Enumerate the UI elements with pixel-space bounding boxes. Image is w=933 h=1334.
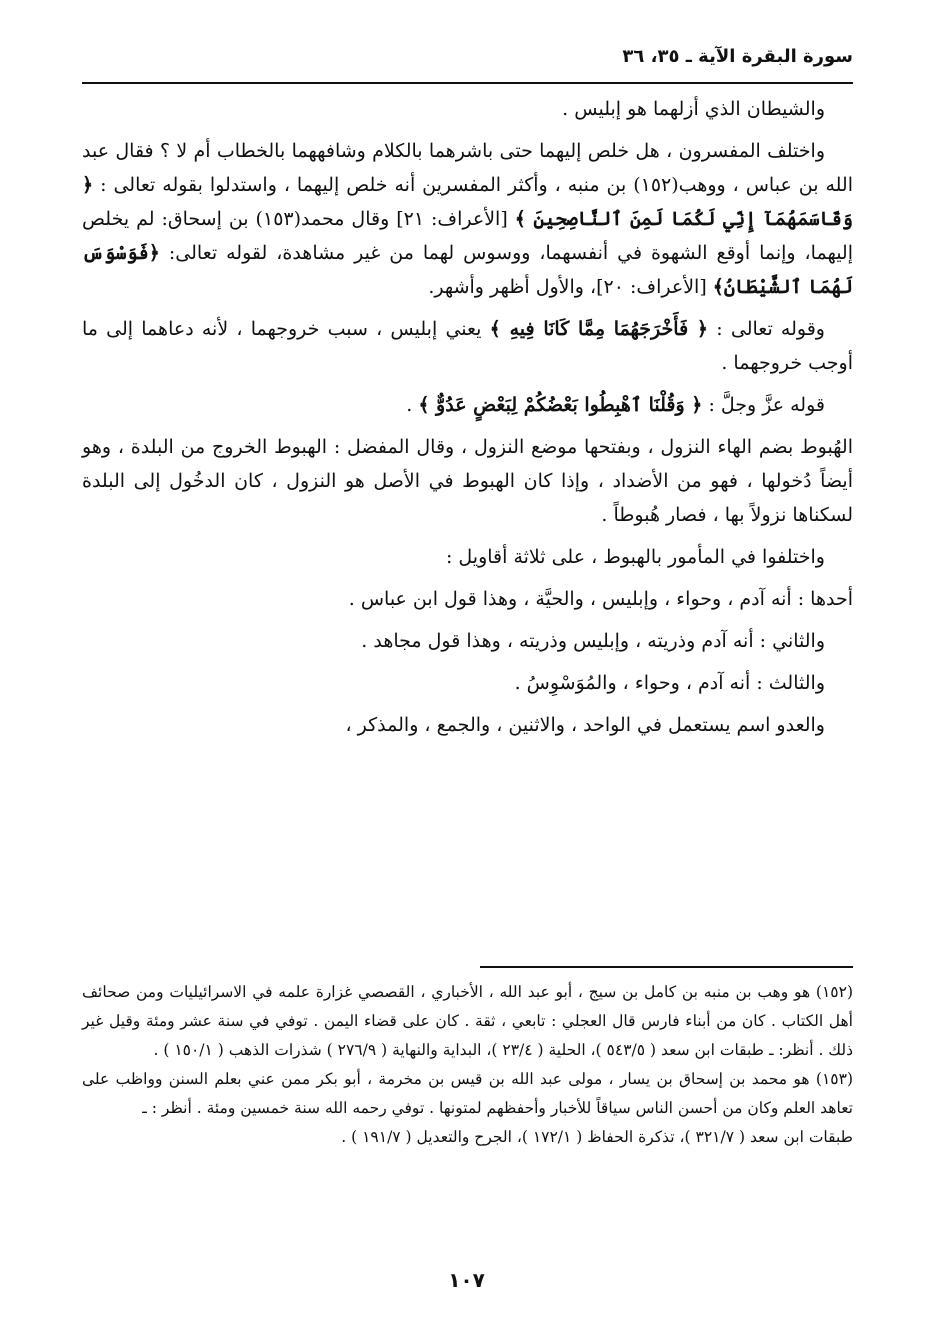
footnote-152: (١٥٢) هو وهب بن منبه بن كامل بن سيج ، أبو عبد الله ، الأخباري ، القصصي غزارة علمه في الاسرائيليات ومن صحائف أهل الكتاب . كان من أبناء فارس قال العجلي : تابعي ، ثقة . كان على قضاء اليمن . توفي في سنة عشر ومئة وقيل غير ذلك . أنظر: ـ طبقات ابن سعد ( ٥٤٣/٥ )، الحلية ( ٢٣/٤ )، البداية والنهاية ( ٢٧٦/٩ ) شذرات الذهب ( ١٥٠/١ ) . (82, 983, 853, 1059)
text-span: واختلف المفسرون ، هل خلص إليهما حتى باشرهما بالكلام وشافههما بالخطاب أم لا ؟ فقال عبد الله بن عباس ، ووهب(١٥٢) بن منبه ، وأكثر المفسرين أنه خلص إليهما ، واستدلوا بقوله تعالى : (82, 140, 853, 196)
text-span: وقوله تعالى : (708, 318, 825, 340)
quran-verse: ﴿فَوَسْوَسَ لَهُمَا ٱلشَّيْطَانُ﴾ (82, 242, 853, 298)
footnote-153: (١٥٣) هو محمد بن إسحاق بن يسار ، مولى عبد الله بن قيس بن مخرمة ، أبو بكر ممن عني بعلم السنن وواظب على تعاهد العلم وكان من أحسن الناس سياقاً للأخبار وأحفظهم لمتونها . توفي رحمه الله سنة خمسين ومئة . أنظر : ـ (82, 1070, 853, 1117)
paragraph: والثالث : أنه آدم ، وحواء ، والمُوَسْوِسُ . (514, 672, 825, 694)
text-span: . (406, 394, 419, 416)
text-span: يعني إبليس ، سبب خروجهما ، لأنه دعاهما إلى ما أوجب خروجهما . (82, 318, 853, 374)
paragraph: والعدو اسم يستعمل في الواحد ، والاثنين ، والجمع ، والمذكر ، (345, 714, 825, 736)
paragraph: والثاني : أنه آدم وذريته ، وإبليس وذريته ، وهذا قول مجاهد . (361, 630, 825, 652)
footnote-153-continued: طبقات ابن سعد ( ٣٢١/٧ )، تذكرة الحفاظ ( ١٧٢/١ )، الجرح والتعديل ( ١٩١/٧ ) . (341, 1128, 853, 1146)
footnotes (82, 978, 853, 1152)
running-header: سورة البقرة الآية ـ ٣٥، ٣٦ (622, 46, 853, 67)
text-span: [الأعراف: ٢٠]، والأول أظهر وأشهر. (428, 276, 713, 298)
paragraph: والشيطان الذي أزلهما هو إبليس . (562, 98, 825, 120)
paragraph (82, 388, 853, 422)
quran-verse: ﴿ وَقَاسَمَهُمَآ إِنِّي لَكُمَا لَمِنَ ٱلنَّاصِحِينَ ﴾ (82, 174, 853, 230)
paragraph (82, 312, 853, 380)
header-rule (82, 82, 853, 84)
main-text (82, 92, 853, 750)
text-span: قوله عزَّ وجلَّ : (702, 394, 825, 416)
quran-verse: ﴿ فَأَخْرَجَهُمَا مِمَّا كَانَا فِيهِ ﴾ (489, 318, 709, 340)
text-span: [الأعراف: ٢١] وقال محمد(١٥٣) بن إسحاق: لم يخلص إليهما، وإنما أوقع الشهوة في أنفسهما، ووسوس لهما من غير مشاهدة، لقوله تعالى: (82, 208, 853, 264)
quran-verse: ﴿ وَقُلْنَا ٱهْبِطُوا بَعْضُكُمْ لِبَعْضٍ عَدُوٌّ ﴾ (418, 394, 703, 416)
paragraph: أحدها : أنه آدم ، وحواء ، وإبليس ، والحيَّة ، وهذا قول ابن عباس . (348, 588, 853, 610)
page-number: ١٠٧ (448, 1268, 485, 1292)
footnote-rule (480, 966, 853, 968)
paragraph: الهُبوط بضم الهاء النزول ، وبفتحها موضع النزول ، وقال المفضل : الهبوط الخروج من البلدة ، وهو أيضاً دُخولها ، فهو من الأضداد ، وإذا كان الهبوط في الأصل هو النزول ، كان الدخُول إلى البلدة لسكناها نزولاً بها ، فصار هُبوطاً . (82, 436, 853, 526)
paragraph (82, 134, 853, 304)
paragraph: واختلفوا في المأمور بالهبوط ، على ثلاثة أقاويل : (445, 546, 825, 568)
